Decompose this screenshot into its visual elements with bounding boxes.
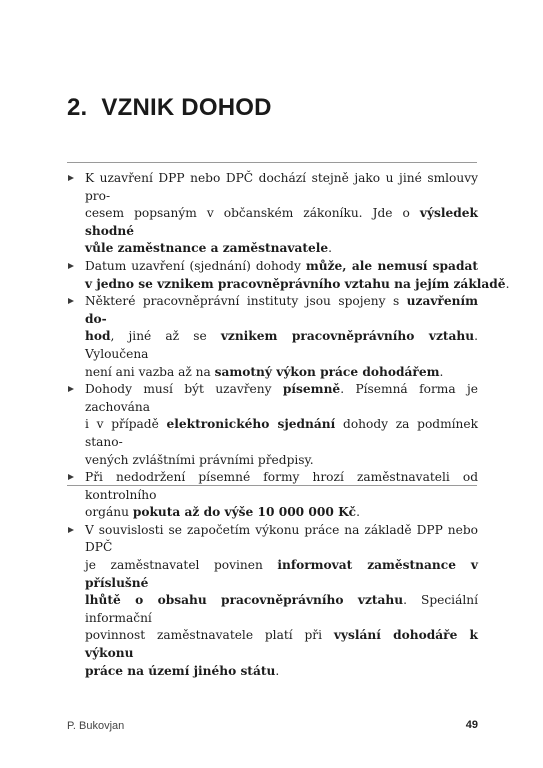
triangle-bullet-icon — [68, 386, 74, 392]
text-line — [85, 627, 478, 662]
text-line — [85, 364, 478, 382]
text-segment: . Vyloučena — [85, 329, 479, 361]
text-segment: orgánu — [85, 505, 133, 520]
text-segment: V souvislosti se započetím výkonu práce na základě DPP nebo DPČ — [85, 522, 478, 555]
text-segment: Datum uzavření (sjednání) dohody — [85, 258, 306, 273]
text-line — [85, 663, 478, 681]
bold-phrase: vyslání dohodáře k výkonu — [85, 628, 478, 661]
bold-phrase: elektronického sjednání — [166, 417, 336, 432]
text-segment: Některé pracovněprávní instituty jsou spojeny s — [85, 294, 407, 309]
bold-phrase: pokuta až do výše 10 000 000 Kč — [132, 505, 357, 520]
bold-phrase: může, ale nemusí spadat — [305, 258, 478, 273]
bottom-divider — [67, 485, 477, 486]
text-line — [85, 592, 478, 627]
text-line — [85, 276, 510, 294]
text-segment: . — [356, 505, 360, 520]
chapter-heading — [67, 94, 272, 122]
triangle-bullet-icon — [68, 298, 74, 304]
text-segment: Při nedodržení písemné formy hrozí zaměstnavateli od kontrolního — [85, 470, 478, 502]
text-segment: není ani vazba až na — [85, 364, 215, 379]
top-divider — [67, 162, 477, 163]
triangle-bullet-icon — [68, 474, 74, 480]
triangle-bullet-icon — [68, 527, 74, 533]
bold-phrase: lhůtě o obsahu pracovněprávního vztahu — [85, 593, 404, 608]
bullet-item — [67, 170, 478, 258]
text-line — [85, 240, 478, 258]
text-segment: K uzavření DPP nebo DPČ dochází stejně jako u jiné smlouvy pro- — [85, 171, 478, 203]
text-segment: je zaměstnavatel povinen — [85, 558, 278, 573]
text-line — [85, 416, 478, 451]
text-line — [85, 452, 478, 470]
text-segment: . — [328, 241, 333, 256]
bold-phrase: písemně — [282, 382, 341, 397]
text-line — [85, 293, 478, 328]
bold-phrase: uzavřením do- — [85, 294, 478, 326]
text-line — [85, 469, 478, 504]
text-segment: . Písemná forma je zachována — [85, 382, 478, 414]
text-segment: vených zvláštními právními předpisy. — [85, 452, 314, 467]
bullet-item — [67, 522, 478, 680]
text-line — [85, 205, 478, 240]
chapter-title: VZNIK DOHOD — [101, 94, 272, 121]
text-segment: cesem popsaným v občanském zákoníku. Jde o — [85, 206, 420, 221]
text-line — [85, 381, 478, 416]
bold-phrase: výsledek shodné — [85, 206, 478, 238]
bullet-item — [67, 258, 510, 293]
bold-phrase: v jedno se vznikem pracovněprávního vztahu na jejím základě — [85, 276, 506, 291]
triangle-bullet-icon — [68, 175, 74, 181]
text-segment: Dohody musí být uzavřeny — [85, 382, 283, 397]
text-segment: . Speciální informační — [85, 593, 478, 625]
chapter-number: 2. — [67, 94, 88, 121]
text-line — [85, 557, 478, 592]
text-line — [85, 328, 478, 363]
bullet-list — [67, 170, 510, 680]
text-line — [85, 258, 478, 276]
footer-author: P. Bukovjan — [67, 720, 125, 732]
text-segment: . — [275, 663, 280, 678]
text-line — [85, 170, 478, 205]
bold-phrase: vůle zaměstnance a zaměstnavatele — [85, 241, 329, 256]
text-segment: povinnost zaměstnavatele platí při — [85, 628, 334, 643]
text-segment: , jiné až se — [110, 329, 221, 344]
bullet-item — [67, 469, 478, 522]
bold-phrase: vznikem pracovněprávního vztahu — [220, 329, 475, 344]
text-segment: dohody za podmínek stano- — [85, 417, 478, 449]
text-line — [85, 504, 478, 522]
bold-phrase: práce na území jiného státu — [85, 663, 276, 678]
triangle-bullet-icon — [68, 263, 74, 269]
bold-phrase: hod — [85, 329, 111, 344]
page-number: 49 — [465, 719, 478, 731]
text-segment: . — [505, 276, 510, 291]
text-segment: . — [439, 364, 444, 379]
bold-phrase: informovat zaměstnance v příslušné — [85, 558, 478, 590]
bullet-item — [67, 293, 478, 381]
text-segment: i v případě — [85, 417, 167, 432]
bullet-item — [67, 381, 478, 469]
bold-phrase: samotný výkon práce dohodářem — [214, 364, 440, 379]
text-line — [85, 522, 478, 557]
